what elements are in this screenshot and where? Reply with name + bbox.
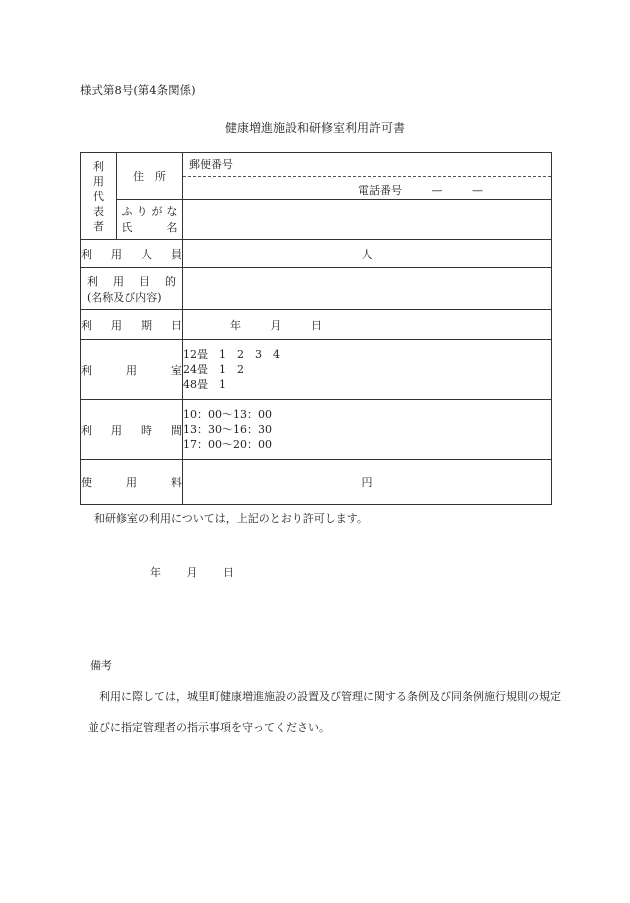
postal-code-label: 郵便番号 xyxy=(189,158,233,171)
users-row xyxy=(81,240,552,268)
date-day: 日 xyxy=(311,318,322,332)
time-option[interactable]: 17：00〜20：00 xyxy=(183,438,272,451)
issue-date xyxy=(150,564,234,580)
purpose-label: 利用目的 xyxy=(87,274,176,288)
phone-number-field[interactable] xyxy=(358,182,483,198)
permit-form-table xyxy=(80,152,552,505)
date-year: 年 xyxy=(230,318,241,332)
issue-month: 月 xyxy=(186,566,198,579)
address-field[interactable] xyxy=(183,153,552,200)
date-field[interactable] xyxy=(183,310,552,340)
purpose-label-cell xyxy=(81,268,183,310)
phone-label: 電話番号 xyxy=(358,184,402,197)
purpose-row xyxy=(81,268,552,310)
phone-separator: — xyxy=(472,184,483,197)
users-field[interactable] xyxy=(183,240,552,268)
room-option[interactable]: 24畳 1 2 xyxy=(183,363,244,376)
date-label: 利用期日 xyxy=(81,310,183,340)
name-label: 氏 名 xyxy=(121,220,178,234)
date-row xyxy=(81,310,552,340)
remarks-text: 利用に際しては，城里町健康増進施設の設置及び管理に関する条例及び同条例施行規則の規定並びに指定管理者の指示事項を守ってください。 xyxy=(88,690,561,734)
remarks-title: 備考 xyxy=(90,659,112,672)
issue-day: 日 xyxy=(223,566,234,579)
time-option[interactable]: 13：30〜16：30 xyxy=(183,423,272,436)
form-number: 様式第8号(第4条関係) xyxy=(80,83,196,97)
room-option[interactable]: 12畳 1 2 3 4 xyxy=(183,348,280,361)
representative-label: 利 用 代 表 者 xyxy=(81,153,117,240)
time-option[interactable]: 10：00〜13：00 xyxy=(183,408,272,421)
room-label: 利用室 xyxy=(81,340,183,400)
users-label: 利用人員 xyxy=(81,240,183,268)
document-title: 健康増進施設和研修室利用許可書 xyxy=(224,121,405,135)
address-label: 住 所 xyxy=(117,153,183,200)
fee-field[interactable] xyxy=(183,460,552,505)
purpose-field[interactable] xyxy=(183,268,552,310)
users-unit: 人 xyxy=(361,247,373,261)
time-row xyxy=(81,400,552,460)
permission-statement: 和研修室の利用については，上記のとおり許可します。 xyxy=(94,512,368,525)
address-row xyxy=(81,153,552,200)
phone-separator: — xyxy=(431,184,443,197)
name-row xyxy=(81,200,552,240)
room-row xyxy=(81,340,552,400)
time-options[interactable] xyxy=(183,400,552,460)
name-label-cell xyxy=(117,200,183,240)
name-field[interactable] xyxy=(183,200,552,240)
fee-unit: 円 xyxy=(361,476,373,489)
time-label: 利用時間 xyxy=(81,400,183,460)
room-option[interactable]: 48畳 1 xyxy=(183,378,226,391)
purpose-sublabel: (名称及び内容) xyxy=(87,290,162,304)
fee-label: 使用料 xyxy=(81,460,183,505)
furigana-label: ふりがな xyxy=(121,204,178,218)
fee-row xyxy=(81,460,552,505)
room-options[interactable] xyxy=(183,340,552,400)
issue-year: 年 xyxy=(150,566,161,579)
date-month: 月 xyxy=(270,318,282,332)
dashed-divider xyxy=(183,176,551,177)
